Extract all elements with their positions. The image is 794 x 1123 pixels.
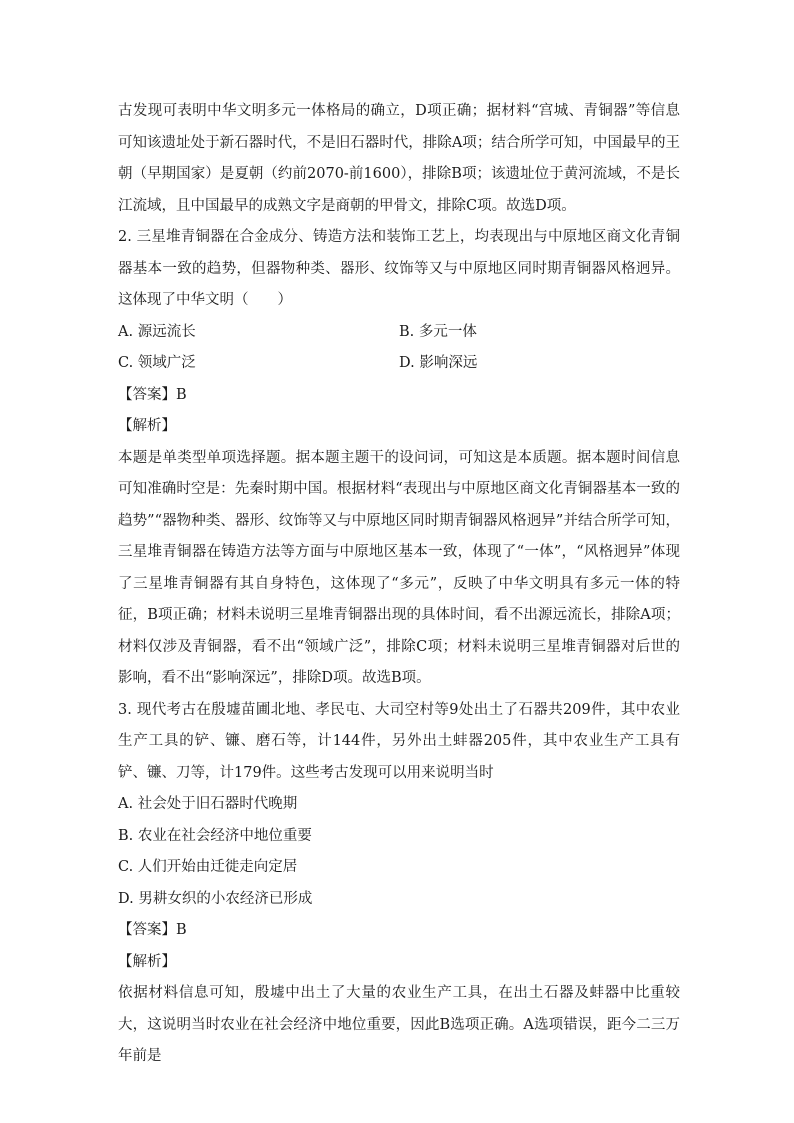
question-2-options — [118, 317, 680, 380]
question-3-options — [118, 789, 680, 915]
question-2 — [118, 222, 680, 695]
option-c: C. 人们开始由迁徙走向定居 — [118, 859, 298, 875]
question-2-answer: 【答案】B — [118, 386, 187, 403]
question-3-stem: 3. 现代考古在殷墟苗圃北地、孝民屯、大司空村等9处出土了石器共209件，其中农业生产工具的铲、镰、磨石等，计144件，另外出土蚌器205件，其中农业生产工具有铲、镰、刀等，计179件。这些考古发现可以用来说明当时 — [118, 701, 680, 781]
question-2-stem: 2. 三星堆青铜器在合金成分、铸造方法和装饰工艺上，均表现出与中原地区商文化青铜器基本一致的趋势，但器物种类、器形、纹饰等又与中原地区同时期青铜器风格迥异。这体现了中华文明（ ） — [118, 229, 680, 308]
question-3-analysis-label: 【解析】 — [118, 953, 176, 970]
option-d: D. 男耕女织的小农经济已形成 — [118, 890, 313, 907]
option-d: D. 影响深远 — [399, 355, 478, 371]
intro-analysis-text: 古发现可表明中华文明多元一体格局的确立，D项正确；据材料“宫城、青铜器”等信息可知该遗址处于新石器时代，不是旧石器时代，排除A项；结合所学可知，中国最早的王朝（早期国家）是夏朝（约前2070-前1600），排除B项；该遗址位于黄河流域，不是长江流域，且中国最早的成熟文字是商朝的甲骨文，排除C项。故选D项。 — [118, 103, 680, 214]
option-a: A. 源远流长 — [118, 323, 196, 340]
question-3 — [118, 695, 680, 1073]
document-page — [118, 96, 680, 1073]
option-c: C. 领域广泛 — [118, 355, 196, 371]
question-3-analysis: 依据材料信息可知，殷墟中出土了大量的农业生产工具，在出土石器及蚌器中比重较大，这说明当时农业在社会经济中地位重要，因此B选项正确。A选项错误，距今二三万年前是 — [118, 985, 680, 1064]
option-a: A. 社会处于旧石器时代晚期 — [118, 796, 298, 812]
option-b: B. 农业在社会经济中地位重要 — [118, 827, 312, 844]
question-3-answer: 【答案】B — [118, 922, 187, 938]
question-2-analysis: 本题是单类型单项选择题。据本题主题干的设问词，可知这是本质题。据本题时间信息可知准确时空是：先秦时期中国。根据材料“表现出与中原地区商文化青铜器基本一致的趋势”“器物种类、器形、纹饰等又与中原地区同时期青铜器风格迥异”并结合所学可知，三星堆青铜器在铸造方法等方面与中原地区基本一致，体现了“一体”，“风格迥异”体现了三星堆青铜器有其自身特色，这体现了“多元”，反映了中华文明具有多元一体的特征，B项正确；材料未说明三星堆青铜器出现的具体时间，看不出源远流长，排除A项；材料仅涉及青铜器，看不出“领域广泛”，排除C项；材料未说明三星堆青铜器对后世的影响，看不出“影响深远”，排除D项。故选B项。 — [118, 449, 680, 686]
option-b: B. 多元一体 — [399, 323, 477, 340]
question-2-analysis-label: 【解析】 — [118, 418, 176, 434]
